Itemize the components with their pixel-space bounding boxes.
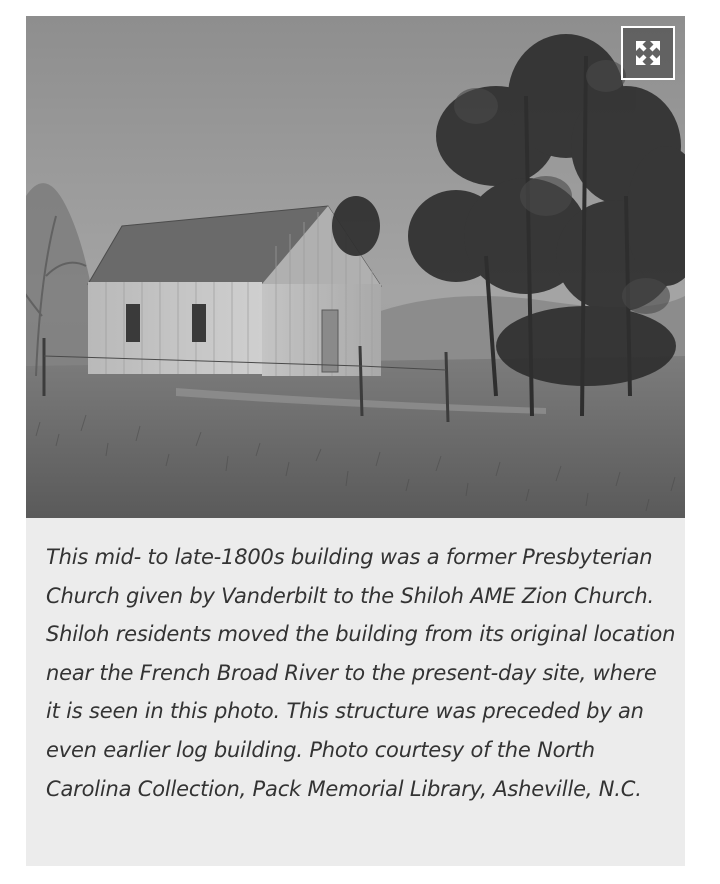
photo-caption: This mid- to late-1800s building was a former Presbyterian Church given by Vanderbilt to the Shiloh AME Zion Church. Shiloh residents moved the building from its original location near the French Broad River to the present-day site, where it is seen in this photo. This structure was preceded by an even earlier log building. Photo courtesy of the North Carolina Collection, Pack Memorial Library, Asheville, N.C. (46, 545, 676, 801)
expand-photo-button[interactable] (621, 26, 675, 80)
church-photo[interactable] (26, 16, 685, 518)
church-photo-illustration (26, 16, 685, 518)
expand-icon (633, 38, 663, 68)
photo-figure (26, 16, 685, 866)
